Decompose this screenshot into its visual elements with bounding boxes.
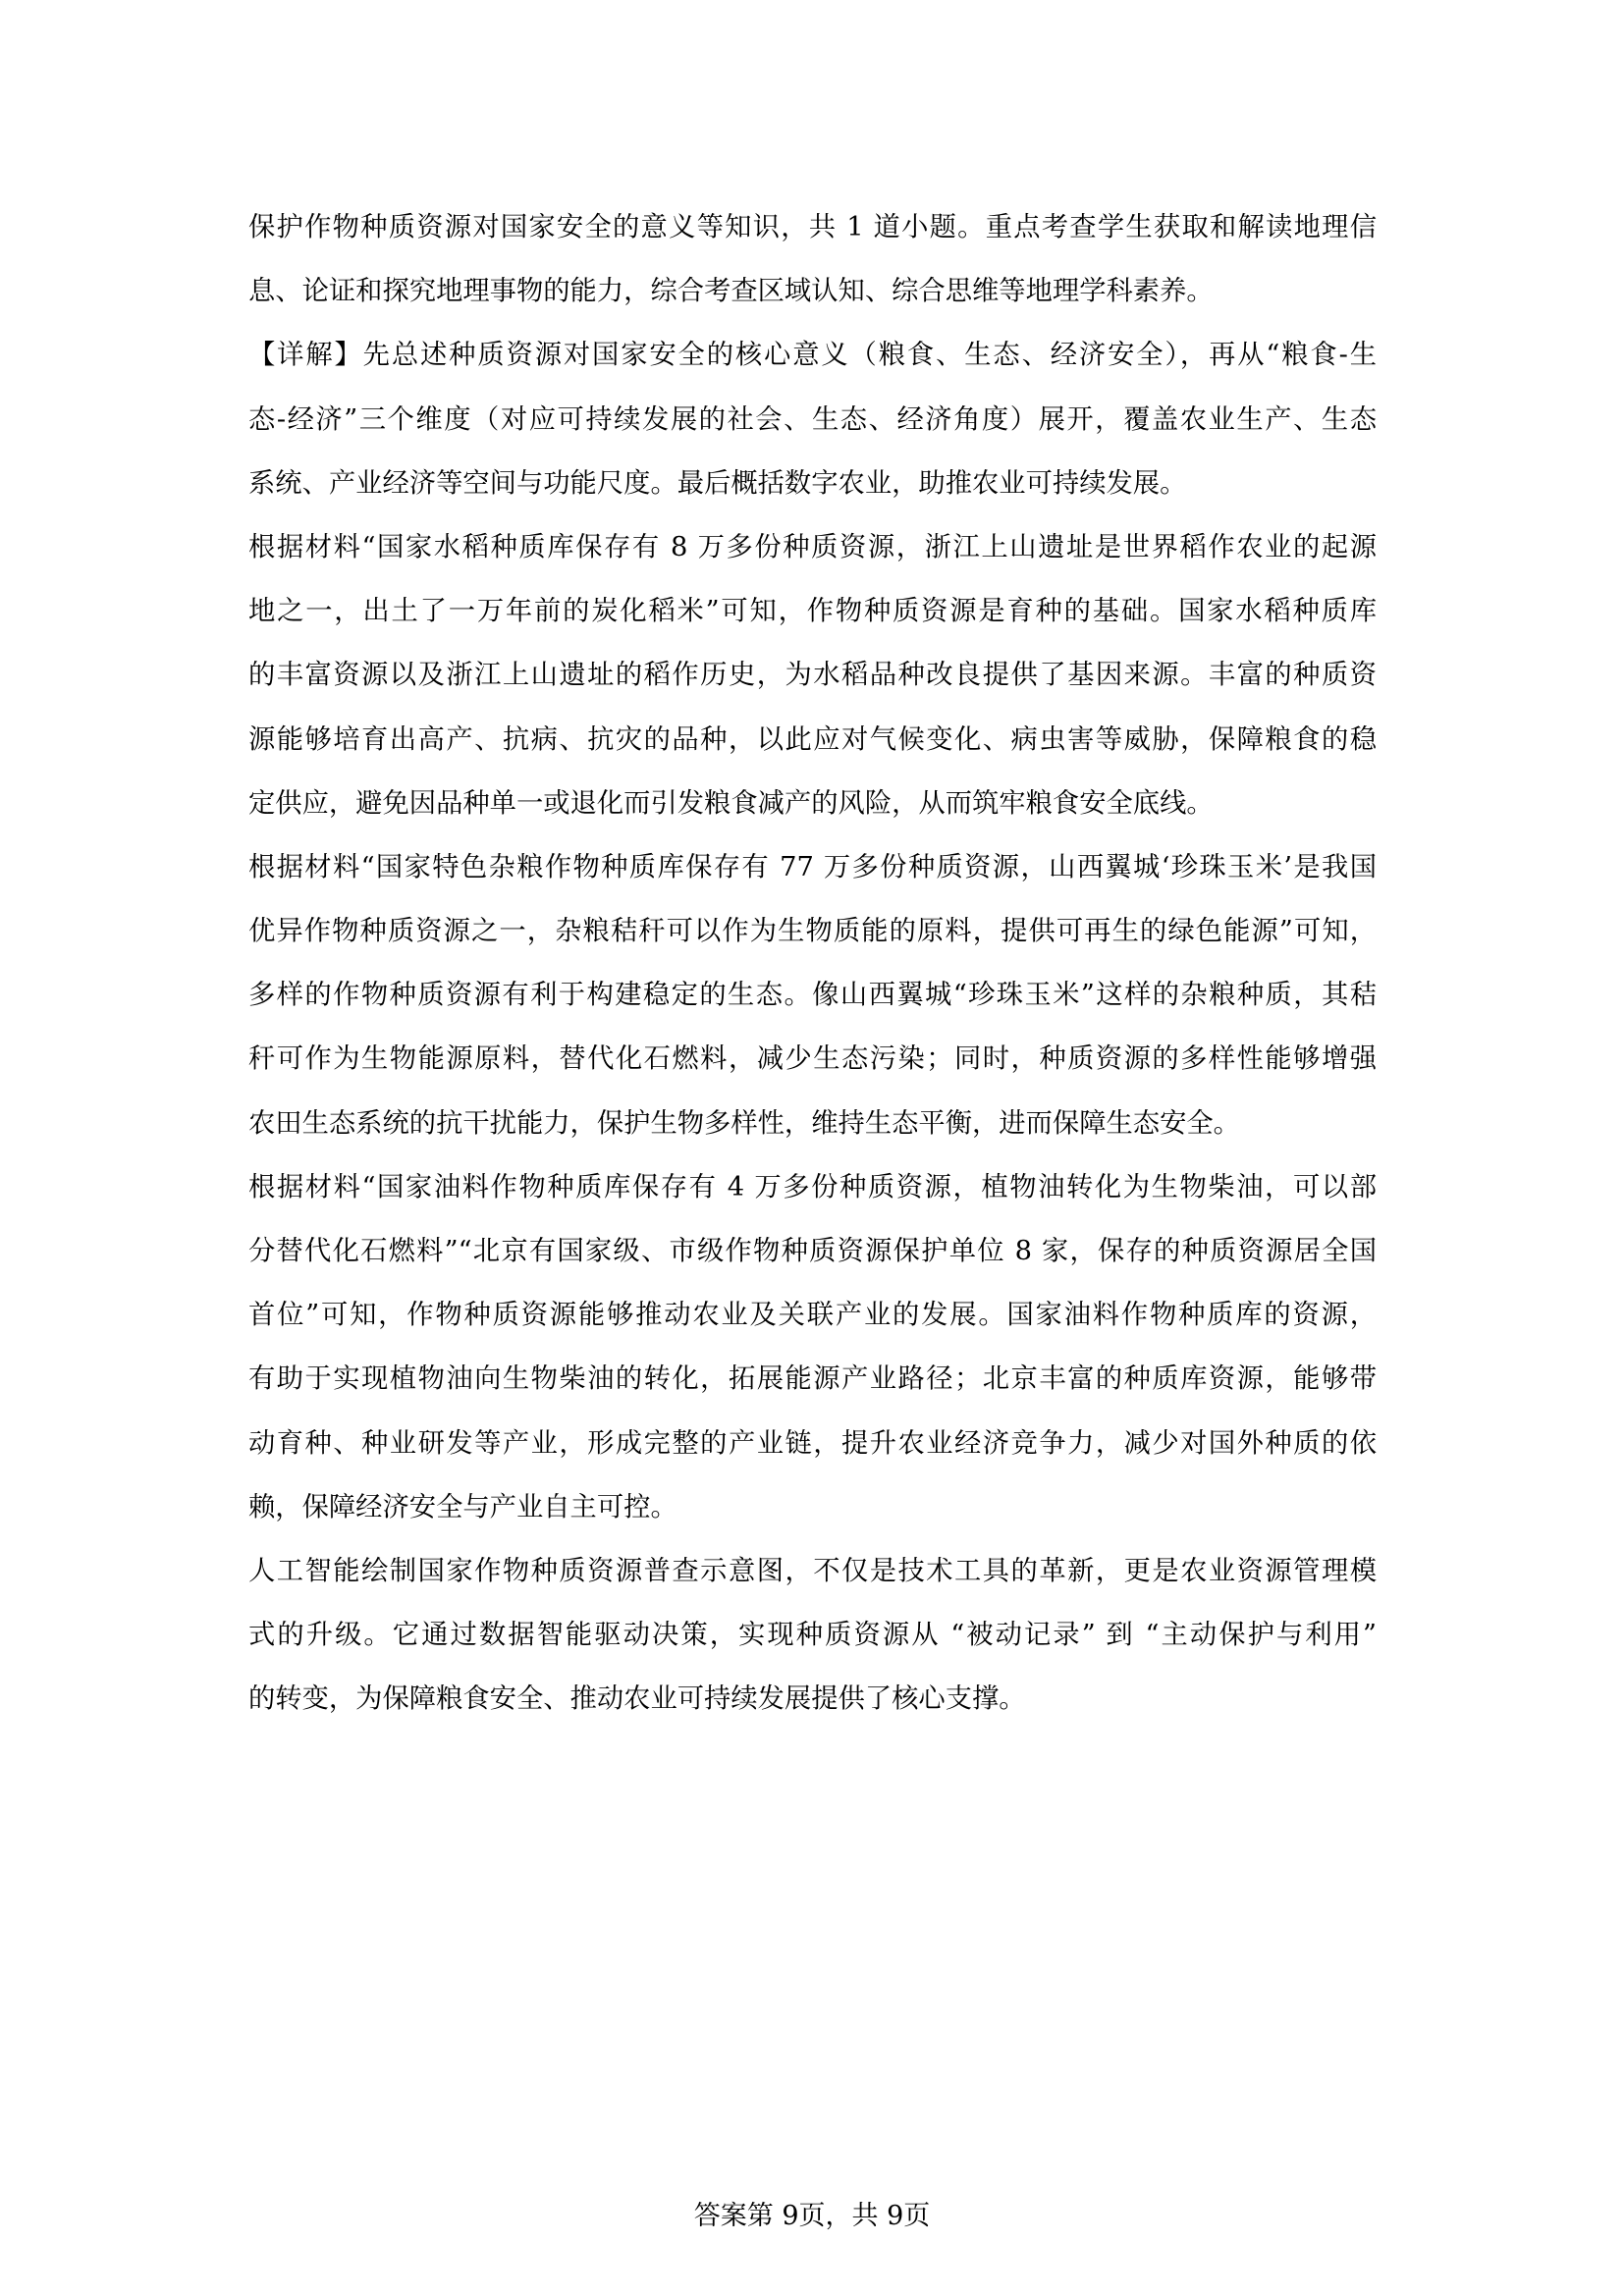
text-line: 地之一，出土了一万年前的炭化稻米”可知，作物种质资源是育种的基础。国家水稻种质库 — [248, 596, 1377, 627]
answer-explanation-body — [248, 195, 1377, 1732]
text-line: 【详解】先总述种质资源对国家安全的核心意义（粮食、生态、经济安全），再从“粮食-生 — [248, 340, 1377, 371]
text-line: 动育种、种业研发等产业，形成完整的产业链，提升农业经济竞争力，减少对国外种质的依 — [248, 1427, 1377, 1459]
text-line: 的转变，为保障粮食安全、推动农业可持续发展提供了核心支撑。 — [248, 1683, 1026, 1715]
text-line: 根据材料“国家特色杂粮作物种质库保存有 77 万多份种质资源，山西翼城‘珍珠玉米’是我国 — [248, 851, 1377, 882]
text-line: 首位”可知，作物种质资源能够推动农业及关联产业的发展。国家油料作物种质库的资源， — [248, 1300, 1377, 1331]
paragraph-ai-conclusion — [248, 1539, 1377, 1732]
text-line: 系统、产业经济等空间与功能尺度。最后概括数字农业，助推农业可持续发展。 — [248, 467, 1187, 499]
text-line: 息、论证和探究地理事物的能力，综合考查区域认知、综合思维等地理学科素养。 — [248, 276, 1214, 307]
text-line: 保护作物种质资源对国家安全的意义等知识，共 1 道小题。重点考查学生获取和解读地理信 — [248, 212, 1377, 242]
paragraph-analysis-summary — [248, 195, 1377, 323]
text-line: 人工智能绘制国家作物种质资源普查示意图，不仅是技术工具的革新，更是农业资源管理模 — [248, 1555, 1377, 1586]
text-line: 态-经济”三个维度（对应可持续发展的社会、生态、经济角度）展开，覆盖农业生产、生态 — [248, 403, 1377, 435]
text-line: 根据材料“国家水稻种质库保存有 8 万多份种质资源，浙江上山遗址是世界稻作农业的起源 — [248, 531, 1377, 562]
text-line: 优异作物种质资源之一，杂粮秸秆可以作为生物质能的原料，提供可再生的绿色能源”可知， — [248, 916, 1377, 947]
text-line: 定供应，避免因品种单一或退化而引发粮食减产的风险，从而筑牢粮食安全底线。 — [248, 787, 1214, 819]
text-line: 源能够培育出高产、抗病、抗灾的品种，以此应对气候变化、病虫害等威胁，保障粮食的稳 — [248, 723, 1377, 755]
text-line: 赖，保障经济安全与产业自主可控。 — [248, 1491, 677, 1522]
text-line: 根据材料“国家油料作物种质库保存有 4 万多份种质资源，植物油转化为生物柴油，可以部 — [248, 1171, 1377, 1202]
paragraph-food-security — [248, 515, 1377, 835]
page-footer — [0, 2195, 1624, 2238]
text-line: 有助于实现植物油向生物柴油的转化，拓展能源产业路径；北京丰富的种质库资源，能够带 — [248, 1363, 1377, 1395]
paragraph-ecological-security — [248, 835, 1377, 1155]
text-line: 分替代化石燃料”“北京有国家级、市级作物种质资源保护单位 8 家，保存的种质资源居全国 — [248, 1236, 1377, 1266]
text-line: 式的升级。它通过数据智能驱动决策，实现种质资源从 “被动记录” 到 “主动保护与利用” — [248, 1620, 1377, 1651]
paragraph-detail-intro — [248, 323, 1377, 515]
text-line: 农田生态系统的抗干扰能力，保护生物多样性，维持生态平衡，进而保障生态安全。 — [248, 1107, 1240, 1139]
page-number-label: 答案第 9页，共 9页 — [693, 2201, 931, 2231]
text-line: 多样的作物种质资源有利于构建稳定的生态。像山西翼城“珍珠玉米”这样的杂粮种质，其秸 — [248, 980, 1377, 1011]
text-line: 秆可作为生物能源原料，替代化石燃料，减少生态污染；同时，种质资源的多样性能够增强 — [248, 1043, 1377, 1075]
text-line: 的丰富资源以及浙江上山遗址的稻作历史，为水稻品种改良提供了基因来源。丰富的种质资 — [248, 660, 1377, 691]
paragraph-economic-security — [248, 1155, 1377, 1539]
